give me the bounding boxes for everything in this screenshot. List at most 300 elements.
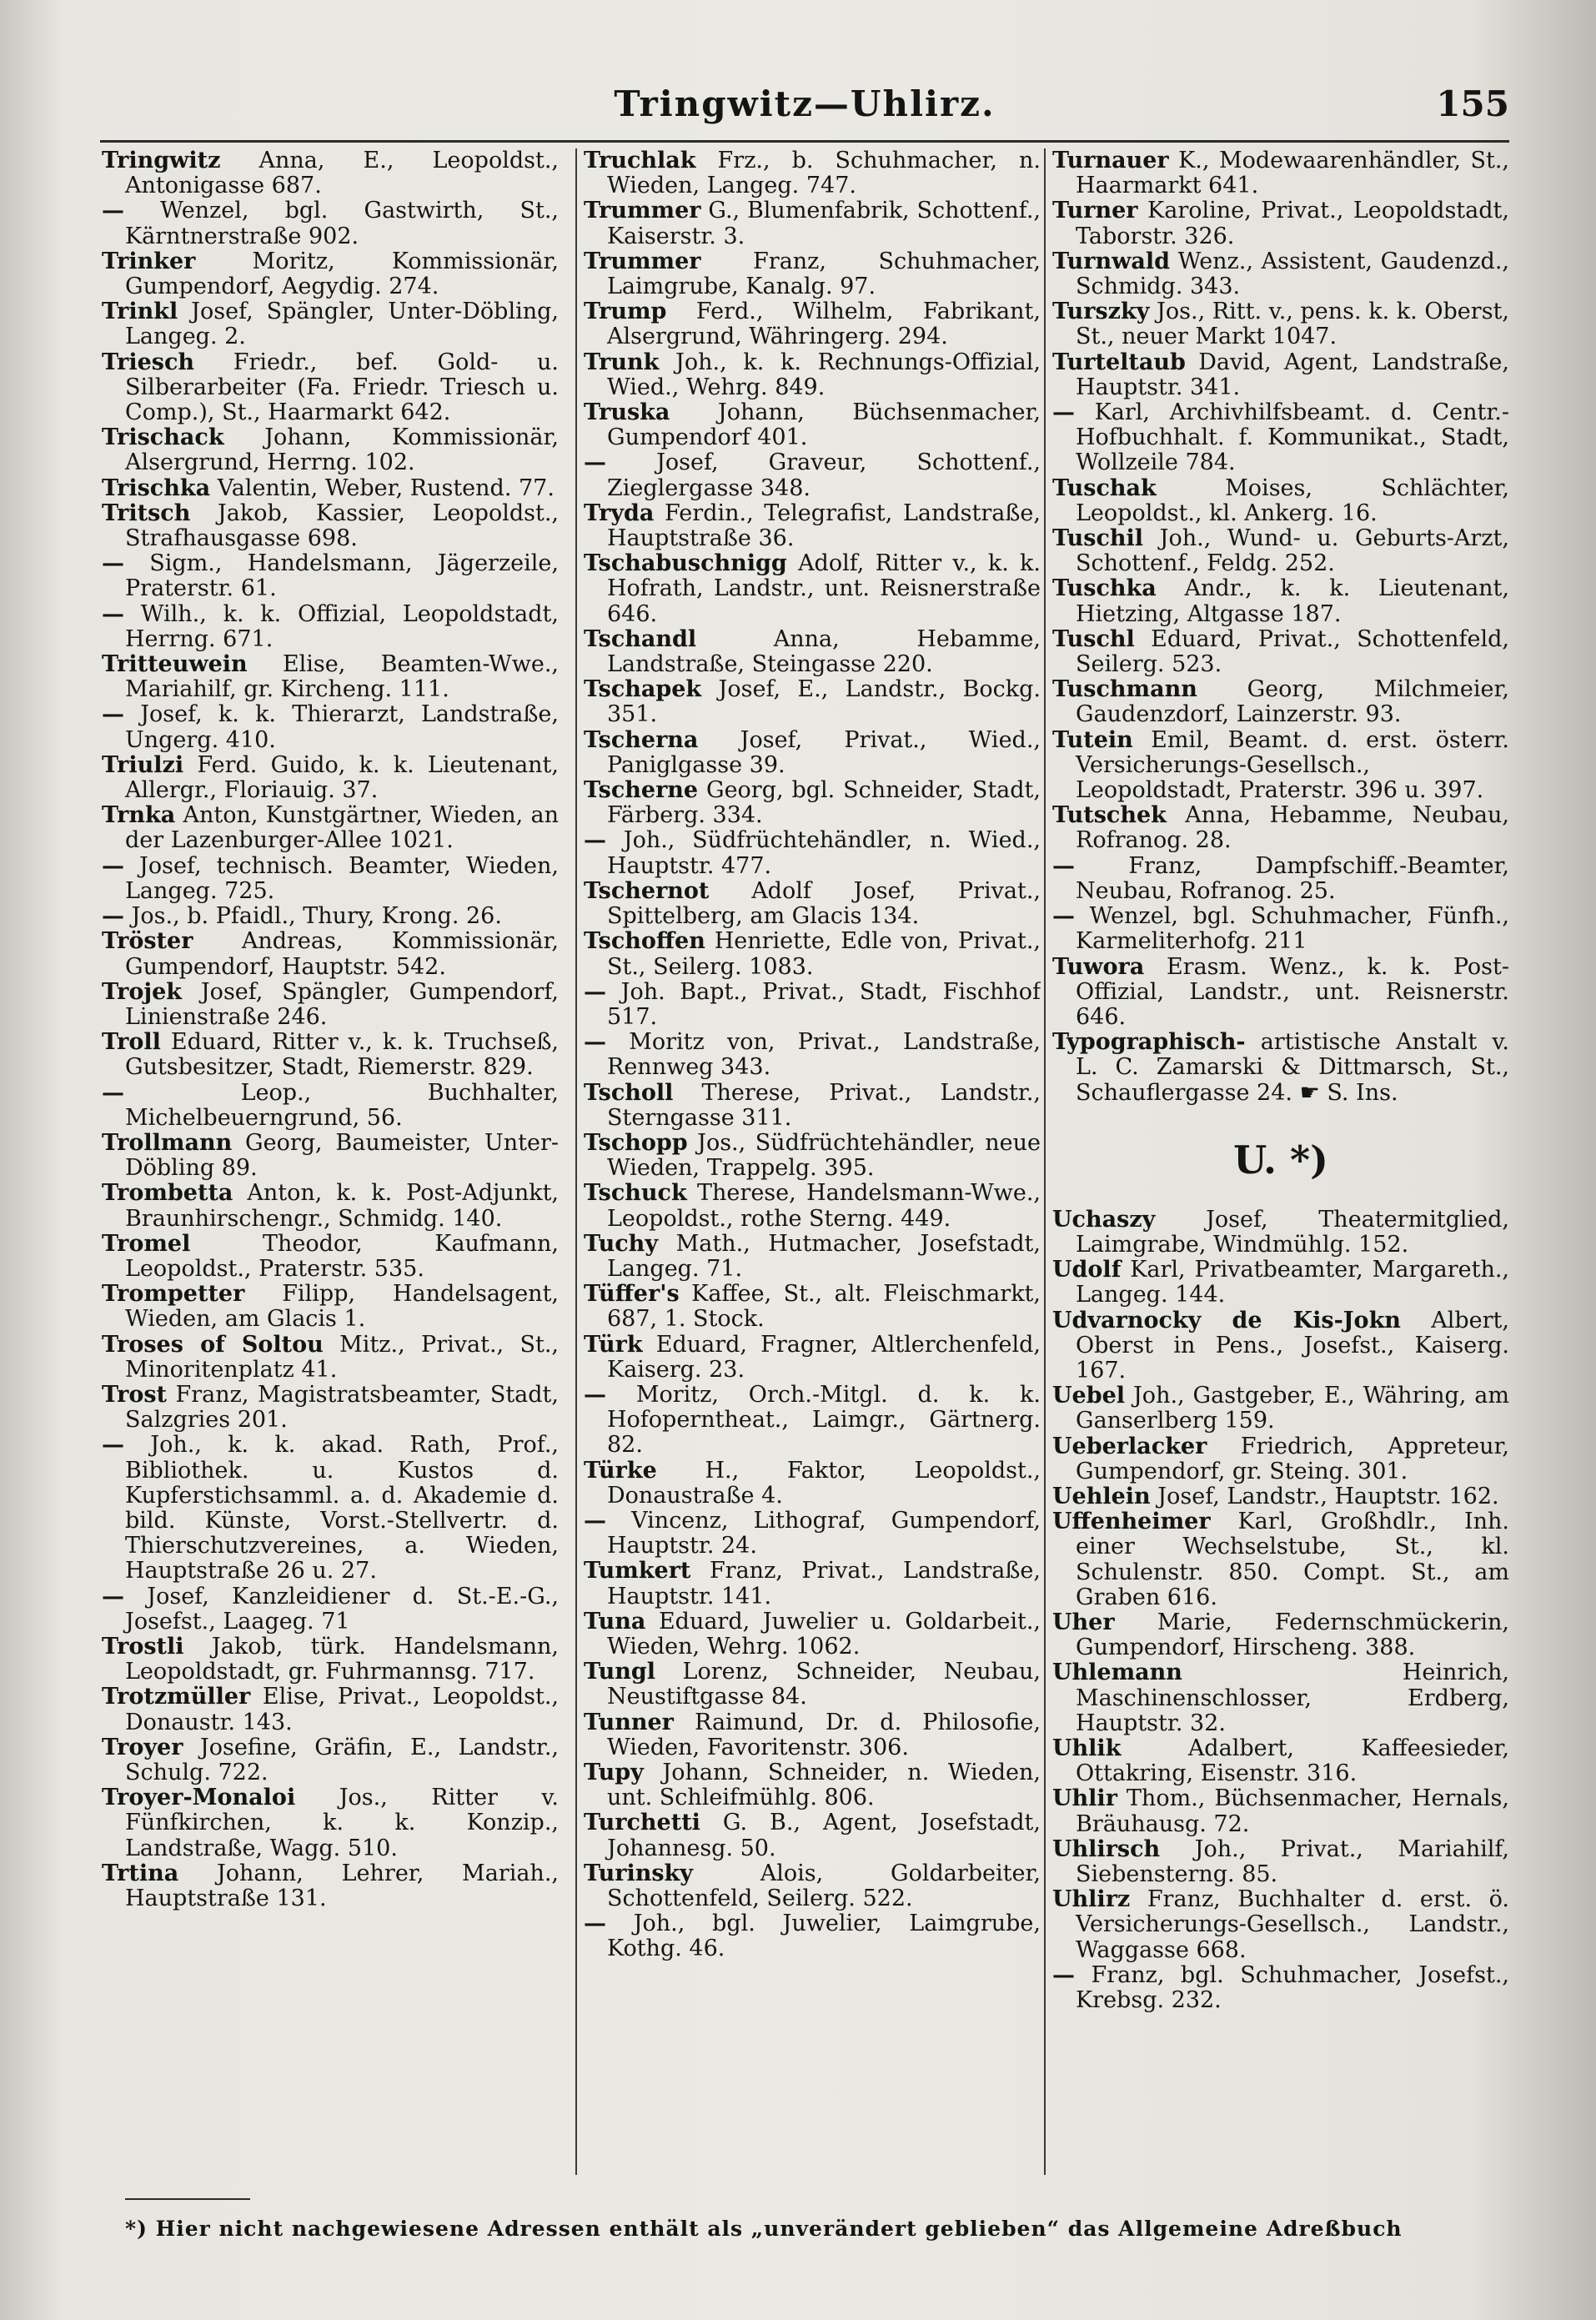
- directory-entry: [102, 476, 559, 501]
- entry-details: Eduard, Privat., Schottenfeld, Seilerg. 523.: [1076, 625, 1509, 678]
- entry-name: Trischka: [102, 475, 211, 501]
- entry-details: Therese, Privat., Landstr., Sterngasse 311.: [607, 1079, 1041, 1131]
- directory-entry: [1052, 476, 1509, 526]
- directory-entry: [584, 778, 1041, 828]
- entry-details: Anton, k. k. Post-Adjunkt, Braunhirschengr., Schmidg. 140.: [125, 1180, 559, 1232]
- directory-entry: [1052, 1383, 1509, 1434]
- directory-entry: [584, 1131, 1041, 1181]
- directory-entry: [1052, 1786, 1509, 1836]
- entry-name: Trunk: [584, 349, 660, 375]
- entry-details: Jakob, türk. Handelsmann, Leopoldstadt, gr. Fuhrmannsg. 717.: [125, 1633, 559, 1685]
- directory-entry: [102, 350, 559, 426]
- directory-entry: [584, 828, 1041, 878]
- directory-entry: [102, 551, 559, 601]
- entry-details: Johann, Kommissionär, Alsergrund, Herrng. 102.: [125, 424, 559, 476]
- directory-entry: [102, 1635, 559, 1685]
- directory-entry: [584, 1333, 1041, 1383]
- directory-entry: [584, 1232, 1041, 1282]
- entry-name: —: [1052, 399, 1075, 426]
- entry-details: Eduard, Juwelier u. Goldarbeit., Wieden, Wehrg. 1062.: [607, 1608, 1041, 1660]
- entry-details: Franz, bgl. Schuhmacher, Josefst., Krebsg. 232.: [1076, 1961, 1509, 2014]
- column-3-entries-after: [1052, 1208, 1509, 2014]
- directory-entry: [1052, 955, 1509, 1031]
- entry-name: Trinkl: [102, 299, 178, 325]
- page-header: [100, 83, 1509, 137]
- entry-details: Johann, Schneider, n. Wieden, unt. Schleifmühlg. 806.: [607, 1760, 1041, 1811]
- directory-entry: [584, 1760, 1041, 1810]
- directory-entry: [1052, 677, 1509, 727]
- entry-details: Karl, Großhdlr., Inh. einer Wechselstube, St., kl. Schulenstr. 850. Compt. St., am Graben 616.: [1076, 1509, 1509, 1610]
- entry-name: Tungl: [584, 1659, 656, 1685]
- directory-entry: [102, 652, 559, 702]
- directory-entry: [102, 1584, 559, 1635]
- entry-details: Mitz., Privat., St., Minoritenplatz 41.: [125, 1331, 559, 1383]
- directory-entry: [102, 904, 559, 929]
- directory-entry: [1052, 1434, 1509, 1484]
- entry-details: Jos., Ritt. v., pens. k. k. Oberst, St., neuer Markt 1047.: [1076, 299, 1509, 350]
- entry-name: Triesch: [102, 349, 195, 375]
- entry-name: Tscherne: [584, 777, 699, 804]
- directory-entry: [1052, 148, 1509, 198]
- directory-entry: [102, 198, 559, 249]
- directory-entry: [102, 980, 559, 1030]
- directory-entry: [1052, 1208, 1509, 1258]
- entry-details: H., Faktor, Leopoldst., Donaustraße 4.: [607, 1457, 1041, 1509]
- entry-name: Tschapek: [584, 676, 702, 703]
- directory-entry: [102, 854, 559, 904]
- entry-name: Tromel: [102, 1230, 191, 1257]
- entry-details: Franz, Magistratsbeamter, Stadt, Salzgries 201.: [125, 1381, 559, 1434]
- entry-name: Tschernot: [584, 877, 710, 904]
- directory-entry: [1052, 728, 1509, 804]
- entry-details: Thom., Büchsenmacher, Hernals, Bräuhausg. 72.: [1076, 1785, 1509, 1837]
- entry-name: Turinsky: [584, 1860, 693, 1886]
- entry-details: Josef, Graveur, Schottenf., Zieglergasse 348.: [607, 449, 1041, 501]
- entry-details: Anna, E., Leopoldst., Antonigasse 687.: [125, 148, 559, 199]
- directory-entry: [1052, 1258, 1509, 1308]
- entry-details: Ferdin., Telegrafist, Landstraße, Hauptstraße 36.: [607, 500, 1041, 552]
- column-divider: [1044, 148, 1046, 2175]
- directory-entry: [1052, 1308, 1509, 1384]
- entry-details: Joh., k. k. akad. Rath, Prof., Bibliothek. u. Kustos d. Kupferstichsamml. a. d. Akademie d. bild. Künste, Vorst.-Stellvertr. d. Thierschutzvereines, a. Wieden, Hauptstraße 26 u. 27.: [125, 1432, 559, 1584]
- directory-entry: [102, 1433, 559, 1584]
- entry-name: Tscherna: [584, 726, 699, 753]
- directory-entry: [102, 1030, 559, 1080]
- directory-entry: [584, 1030, 1041, 1080]
- directory-entry: [102, 1232, 559, 1282]
- directory-entry: [1052, 1963, 1509, 2013]
- entry-details: Franz, Privat., Landstraße, Hauptstr. 141.: [607, 1558, 1041, 1609]
- entry-details: Franz, Schuhmacher, Laimgrube, Kanalg. 97.: [607, 248, 1041, 300]
- entry-details: Wenzel, bgl. Gastwirth, St., Kärntnerstraße 902.: [125, 198, 559, 249]
- entry-details: Anna, Hebamme, Landstraße, Steingasse 220.: [607, 625, 1041, 678]
- entry-name: Troyer-Monaloi: [102, 1785, 296, 1811]
- entry-details: Georg, Milchmeier, Gaudenzdorf, Lainzerstr. 93.: [1076, 676, 1509, 728]
- directory-entry: [1052, 1736, 1509, 1786]
- column-3-entries: [1052, 148, 1509, 1106]
- directory-entry: [584, 677, 1041, 727]
- directory-entry: [584, 1383, 1041, 1459]
- entry-name: Uchaszy: [1052, 1206, 1156, 1233]
- directory-entry: [102, 501, 559, 551]
- entry-details: Josef, Spängler, Gumpendorf, Linienstraße 246.: [125, 978, 559, 1030]
- entry-details: Josef, k. k. Thierarzt, Landstraße, Ungerg. 410.: [125, 701, 559, 753]
- directory-entry: [1052, 803, 1509, 853]
- column-3: [1052, 148, 1509, 2175]
- entry-details: Josef, Theatermitglied, Laimgrabe, Windmühlg. 152.: [1076, 1206, 1509, 1258]
- entry-details: Eduard, Fragner, Altlerchenfeld, Kaiserg. 23.: [607, 1331, 1041, 1383]
- entry-name: Tumkert: [584, 1558, 691, 1584]
- footnote-rule: [125, 2198, 250, 2200]
- directory-entry: [1052, 1484, 1509, 1509]
- entry-name: Trombetta: [102, 1180, 233, 1207]
- page-number: 155: [1436, 83, 1509, 124]
- footnote: *) Hier nicht nachgewiesene Adressen enthält als „unverändert geblieben“ das Allgemeine Adreßbuch: [125, 2217, 1403, 2241]
- entry-details: Karl, Archivhilfsbeamt. d. Centr.-Hofbuchhalt. f. Kommunikat., Stadt, Wollzeile 784.: [1076, 399, 1509, 476]
- entry-details: Joh., k. k. Rechnungs-Offizial, Wied., Wehrg. 849.: [607, 349, 1041, 400]
- entry-name: Trummer: [584, 248, 701, 274]
- directory-entry: [102, 299, 559, 349]
- entry-details: Josefine, Gräfin, E., Landstr., Schulg. 722.: [125, 1734, 559, 1785]
- entry-details: Josef, Kanzleidiener d. St.-E.-G., Josefst., Laageg. 71: [125, 1583, 559, 1635]
- directory-entry: [102, 1181, 559, 1231]
- entry-name: —: [102, 1079, 124, 1106]
- entry-details: Wenz., Assistent, Gaudenzd., Schmidg. 343.: [1076, 248, 1509, 300]
- entry-name: Turszky: [1052, 299, 1150, 325]
- entry-name: Tschabuschnigg: [584, 550, 787, 577]
- directory-entry: [1052, 1030, 1509, 1106]
- entry-name: Turnauer: [1052, 148, 1169, 173]
- entry-details: Sigm., Handelsmann, Jägerzeile, Praterstr. 61.: [125, 550, 559, 602]
- directory-entry: [584, 1810, 1041, 1861]
- entry-name: Tuwora: [1052, 953, 1145, 980]
- entry-name: Trotzmüller: [102, 1684, 251, 1710]
- directory-entry: [1052, 249, 1509, 299]
- entry-details: Andr., k. k. Lieutenant, Hietzing, Altgasse 187.: [1076, 575, 1509, 627]
- entry-details: Frz., b. Schuhmacher, n. Wieden, Langeg. 747.: [607, 148, 1041, 199]
- entry-name: —: [102, 600, 124, 627]
- directory-entry: [102, 929, 559, 979]
- entry-name: Triulzi: [102, 751, 184, 778]
- entry-details: Moritz, Orch.-Mitgl. d. k. k. Hofoperntheat., Laimgr., Gärtnerg. 82.: [607, 1381, 1041, 1459]
- directory-entry: [1052, 299, 1509, 349]
- entry-name: —: [102, 852, 124, 879]
- entry-details: Wenzel, bgl. Schuhmacher, Fünfh., Karmeliterhofg. 211: [1076, 903, 1509, 955]
- directory-entry: [1052, 627, 1509, 677]
- entry-name: Turnwald: [1052, 248, 1170, 274]
- entry-details: Joh., Wund- u. Geburts-Arzt, Schottenf., Feldg. 252.: [1076, 525, 1509, 577]
- header-rule: [100, 140, 1509, 143]
- entry-name: Tuna: [584, 1608, 646, 1635]
- entry-details: Friedr., bef. Gold- u. Silberarbeiter (Fa. Friedr. Triesch u. Comp.), St., Haarmarkt 642.: [125, 349, 559, 426]
- entry-details: Raimund, Dr. d. Philosofie, Wieden, Favoritenstr. 306.: [607, 1709, 1041, 1760]
- entry-name: Uebel: [1052, 1383, 1126, 1409]
- entry-details: Josef, Spängler, Unter-Döbling, Langeg. 2.: [125, 299, 559, 350]
- directory-entry: [1052, 1837, 1509, 1887]
- entry-name: Tutein: [1052, 726, 1133, 753]
- directory-entry: [584, 1459, 1041, 1509]
- entry-name: Trollmann: [102, 1129, 233, 1156]
- directory-entry: [584, 980, 1041, 1030]
- directory-entry: [102, 1282, 559, 1332]
- entry-name: Tschoffen: [584, 928, 705, 955]
- directory-entry: [1052, 1887, 1509, 1963]
- entry-name: —: [1052, 903, 1075, 930]
- entry-name: Trojek: [102, 978, 183, 1005]
- entry-details: Jos., Ritter v. Fünfkirchen, k. k. Konzip., Landstraße, Wagg. 510.: [125, 1785, 559, 1861]
- entry-details: Alois, Goldarbeiter, Schottenfeld, Seilerg. 522.: [607, 1860, 1041, 1912]
- entry-details: Adolf Josef, Privat., Spittelberg, am Glacis 134.: [607, 877, 1041, 930]
- directory-entry: [102, 753, 559, 803]
- entry-name: Türk: [584, 1331, 643, 1358]
- entry-name: Uhlik: [1052, 1735, 1122, 1761]
- directory-entry: [584, 249, 1041, 299]
- directory-entry: [584, 728, 1041, 778]
- entry-details: Karl, Privatbeamter, Margareth., Langeg. 144.: [1076, 1257, 1509, 1308]
- entry-name: Uehlein: [1052, 1483, 1151, 1509]
- directory-entry: [1052, 854, 1509, 904]
- entry-name: Uffenheimer: [1052, 1509, 1211, 1535]
- entry-name: Trummer: [584, 198, 701, 224]
- entry-details: Josef, E., Landstr., Bockg. 351.: [607, 676, 1041, 728]
- entry-name: Tuschmann: [1052, 676, 1197, 703]
- entry-name: Tutschek: [1052, 802, 1167, 829]
- directory-entry: [102, 1685, 559, 1735]
- entry-name: Trinker: [102, 248, 196, 274]
- entry-name: Trump: [584, 299, 667, 325]
- entry-name: Tröster: [102, 928, 193, 955]
- entry-name: —: [584, 1507, 606, 1534]
- directory-entry: [102, 1383, 559, 1433]
- directory-entry: [102, 249, 559, 299]
- entry-details: Joh., Privat., Mariahilf, Siebensterng. 85.: [1076, 1835, 1509, 1887]
- entry-details: Theodor, Kaufmann, Leopoldst., Praterstr. 535.: [125, 1230, 559, 1282]
- entry-details: Jos., b. Pfaidl., Thury, Krong. 26.: [131, 903, 502, 930]
- entry-name: Tuschil: [1052, 525, 1144, 552]
- directory-entry: [102, 803, 559, 853]
- entry-name: —: [102, 903, 124, 930]
- entry-details: Joh., Südfrüchtehändler, n. Wied., Hauptstr. 477.: [607, 827, 1041, 879]
- column-2: [584, 148, 1041, 2175]
- entry-name: Uhlirsch: [1052, 1835, 1161, 1862]
- entry-name: Trost: [102, 1381, 168, 1408]
- entry-name: Trostli: [102, 1633, 184, 1660]
- entry-details: Jos., Südfrüchtehändler, neue Wieden, Trappelg. 395.: [607, 1129, 1041, 1182]
- entry-name: Trischack: [102, 424, 224, 451]
- entry-name: Tschuck: [584, 1180, 687, 1207]
- entry-details: artistische Anstalt v. L. C. Zamarski & Dittmarsch, St., Schauflergasse 24. ☛ S. Ins.: [1076, 1029, 1509, 1106]
- entry-details: Adolf, Ritter v., k. k. Hofrath, Landstr., unt. Reisnerstraße 646.: [607, 550, 1041, 627]
- directory-entry: [584, 1081, 1041, 1131]
- entry-details: Anton, Kunstgärtner, Wieden, an der Lazenburger-Allee 1021.: [125, 802, 559, 854]
- entry-name: Turner: [1052, 198, 1138, 224]
- entry-details: Josef, technisch. Beamter, Wieden, Langeg. 725.: [125, 852, 559, 904]
- directory-entry: [102, 1735, 559, 1785]
- directory-entry: [102, 1081, 559, 1131]
- entry-details: Karoline, Privat., Leopoldstadt, Taborstr. 326.: [1076, 198, 1509, 249]
- entry-name: Uhlir: [1052, 1785, 1117, 1812]
- entry-name: —: [584, 1911, 606, 1937]
- entry-details: Albert, Oberst in Pens., Josefst., Kaiserg. 167.: [1076, 1307, 1509, 1383]
- entry-name: Uhlirz: [1052, 1886, 1131, 1913]
- entry-details: Johann, Büchsenmacher, Gumpendorf 401.: [607, 399, 1041, 451]
- entry-name: Trtina: [102, 1860, 179, 1886]
- directory-entry: [584, 148, 1041, 198]
- entry-details: Lorenz, Schneider, Neubau, Neustiftgasse 84.: [607, 1659, 1041, 1710]
- entry-name: Tunner: [584, 1709, 674, 1735]
- directory-entry: [102, 148, 559, 198]
- entry-details: G., Blumenfabrik, Schottenf., Kaiserstr. 3.: [607, 198, 1041, 249]
- entry-details: Joh., Gastgeber, E., Währing, am Ganserlberg 159.: [1076, 1383, 1509, 1434]
- entry-details: David, Agent, Landstraße, Hauptstr. 341.: [1076, 349, 1509, 400]
- entry-details: Moritz, Kommissionär, Gumpendorf, Aegydig. 274.: [125, 248, 559, 300]
- entry-name: Typographisch-: [1052, 1029, 1246, 1056]
- entry-details: Georg, Baumeister, Unter-Döbling 89.: [125, 1129, 559, 1182]
- directory-entry: [1052, 1509, 1509, 1610]
- entry-name: Ueberlacker: [1052, 1433, 1207, 1459]
- entry-details: Math., Hutmacher, Josefstadt, Langeg. 71.: [607, 1230, 1041, 1282]
- entry-details: Filipp, Handelsagent, Wieden, am Glacis 1.: [125, 1281, 559, 1333]
- entry-details: Joh., bgl. Juwelier, Laimgrube, Kothg. 46.: [607, 1911, 1041, 1962]
- directory-entry: [102, 602, 559, 652]
- entry-details: Erasm. Wenz., k. k. Post-Offizial, Landstr., unt. Reisnerstr. 646.: [1076, 953, 1509, 1030]
- entry-details: K., Modewaarenhändler, St., Haarmarkt 641.: [1076, 148, 1509, 199]
- running-title: Tringwitz—Uhlirz.: [614, 83, 996, 124]
- entry-details: Josef, Privat., Wied., Paniglgasse 39.: [607, 726, 1041, 778]
- entry-details: Joh. Bapt., Privat., Stadt, Fischhof 517.: [607, 978, 1041, 1030]
- directory-entry: [584, 879, 1041, 929]
- entry-name: Udolf: [1052, 1257, 1122, 1283]
- entry-details: Georg, bgl. Schneider, Stadt, Färberg. 334.: [607, 777, 1041, 829]
- entry-name: —: [102, 198, 124, 224]
- entry-name: Troyer: [102, 1734, 183, 1760]
- entry-details: Emil, Beamt. d. erst. österr. Versicherungs-Gesellsch., Leopoldstadt, Praterstr. 396 u. 397.: [1076, 726, 1509, 804]
- directory-entry: [584, 350, 1041, 400]
- entry-details: Vincenz, Lithograf, Gumpendorf, Hauptstr. 24.: [607, 1507, 1041, 1559]
- directory-entry: [584, 1710, 1041, 1760]
- section-heading-u: U. *): [1233, 1137, 1328, 1183]
- entry-details: Elise, Beamten-Wwe., Mariahilf, gr. Kircheng. 111.: [125, 651, 559, 703]
- entry-details: Jakob, Kassier, Leopoldst., Strafhausgasse 698.: [125, 500, 559, 552]
- entry-name: Tuschl: [1052, 625, 1135, 652]
- entry-name: Turteltaub: [1052, 349, 1186, 375]
- entry-name: —: [584, 827, 606, 854]
- directory-entry: [1052, 526, 1509, 576]
- entry-name: —: [102, 1583, 124, 1609]
- entry-details: Therese, Handelsmann-Wwe., Leopoldst., rothe Sterng. 449.: [607, 1180, 1041, 1232]
- entry-name: Troll: [102, 1029, 161, 1056]
- entry-name: Uhlemann: [1052, 1660, 1182, 1686]
- entry-details: Andreas, Kommissionär, Gumpendorf, Hauptstr. 542.: [125, 928, 559, 980]
- entry-details: Moises, Schlächter, Leopoldst., kl. Ankerg. 16.: [1076, 475, 1509, 526]
- entry-name: —: [584, 1029, 606, 1056]
- entry-details: Ferd., Wilhelm, Fabrikant, Alsergrund, Währingerg. 294.: [607, 299, 1041, 350]
- entry-name: Turchetti: [584, 1810, 700, 1836]
- directory-entry: [1052, 198, 1509, 249]
- directory-entry: [584, 1861, 1041, 1911]
- directory-entry: [1052, 576, 1509, 626]
- directory-entry: [584, 198, 1041, 249]
- entry-name: Uher: [1052, 1609, 1115, 1635]
- entry-name: —: [584, 1381, 606, 1408]
- entry-name: Tryda: [584, 500, 655, 526]
- directory-entry: [584, 627, 1041, 677]
- entry-name: —: [1052, 852, 1075, 879]
- directory-entry: [584, 929, 1041, 979]
- entry-details: Eduard, Ritter v., k. k. Truchseß, Gutsbesitzer, Stadt, Riemerstr. 829.: [125, 1029, 559, 1081]
- entry-name: Tuchy: [584, 1230, 659, 1257]
- directory-entry: [102, 425, 559, 475]
- directory-entry: [584, 1609, 1041, 1660]
- directory-entry: [584, 1282, 1041, 1332]
- entry-details: Wilh., k. k. Offizial, Leopoldstadt, Herrng. 671.: [125, 600, 559, 652]
- entry-details: Franz, Buchhalter d. erst. ö. Versicherungs-Gesellsch., Landstr., Waggasse 668.: [1076, 1886, 1509, 1963]
- entry-details: G. B., Agent, Josefstadt, Johannesg. 50.: [607, 1810, 1041, 1861]
- column-divider: [575, 148, 577, 2175]
- entry-details: Franz, Dampfschiff.-Beamter, Neubau, Rofranog. 25.: [1076, 852, 1509, 904]
- entry-name: —: [584, 449, 606, 476]
- directory-entry: [102, 1131, 559, 1181]
- directory-entry: [584, 299, 1041, 349]
- entry-details: Leop., Buchhalter, Michelbeuerngrund, 56.: [125, 1079, 559, 1131]
- entry-name: —: [102, 701, 124, 728]
- entry-name: —: [102, 1432, 124, 1459]
- entry-details: Johann, Lehrer, Mariah., Hauptstraße 131.: [125, 1860, 559, 1912]
- directory-entry: [584, 1559, 1041, 1609]
- entry-name: Truska: [584, 399, 670, 426]
- entry-details: Josef, Landstr., Hauptstr. 162.: [1157, 1483, 1499, 1509]
- entry-name: Truchlak: [584, 148, 696, 173]
- entry-name: —: [584, 978, 606, 1005]
- entry-details: Valentin, Weber, Rustend. 77.: [217, 475, 555, 501]
- entry-name: Tuschak: [1052, 475, 1157, 501]
- entry-details: Moritz von, Privat., Landstraße, Rennweg 343.: [607, 1029, 1041, 1081]
- entry-details: Marie, Federnschmückerin, Gumpendorf, Hirscheng. 388.: [1076, 1609, 1509, 1661]
- directory-entry: [102, 1785, 559, 1861]
- directory-entry: [584, 1660, 1041, 1710]
- entry-name: Trnka: [102, 802, 176, 829]
- directory-entry: [1052, 1610, 1509, 1660]
- directory-entry: [1052, 1660, 1509, 1736]
- directory-entry: [584, 501, 1041, 551]
- directory-entry: [1052, 350, 1509, 400]
- directory-entry: [584, 450, 1041, 500]
- entry-name: Trompetter: [102, 1281, 245, 1308]
- entry-name: Tringwitz: [102, 148, 221, 173]
- entry-name: Tupy: [584, 1760, 644, 1785]
- entry-name: Türke: [584, 1457, 657, 1484]
- entry-details: Adalbert, Kaffeesieder, Ottakring, Eisenstr. 316.: [1076, 1735, 1509, 1787]
- entry-details: Henriette, Edle von, Privat., St., Seilerg. 1083.: [607, 928, 1041, 980]
- entry-details: Heinrich, Maschinenschlosser, Erdberg, Hauptstr. 32.: [1076, 1660, 1509, 1736]
- entry-details: Ferd. Guido, k. k. Lieutenant, Allergr., Floriauig. 37.: [125, 751, 559, 804]
- entry-name: —: [1052, 1961, 1075, 1988]
- directory-entry: [584, 1509, 1041, 1559]
- entry-name: Tüffer's: [584, 1281, 680, 1308]
- entry-name: Troses of Soltou: [102, 1331, 324, 1358]
- directory-entry: [584, 400, 1041, 450]
- entry-name: Udvarnocky de Kis-Jokn: [1052, 1307, 1401, 1333]
- directory-entry: [1052, 904, 1509, 954]
- entry-name: Tuschka: [1052, 575, 1157, 602]
- entry-name: Tritsch: [102, 500, 191, 526]
- directory-entry: [102, 702, 559, 752]
- entry-details: Anna, Hebamme, Neubau, Rofranog. 28.: [1076, 802, 1509, 854]
- entry-name: Tschopp: [584, 1129, 688, 1156]
- entry-details: Kaffee, St., alt. Fleischmarkt, 687, 1. Stock.: [607, 1281, 1041, 1333]
- directory-entry: [102, 1861, 559, 1911]
- directory-entry: [1052, 400, 1509, 476]
